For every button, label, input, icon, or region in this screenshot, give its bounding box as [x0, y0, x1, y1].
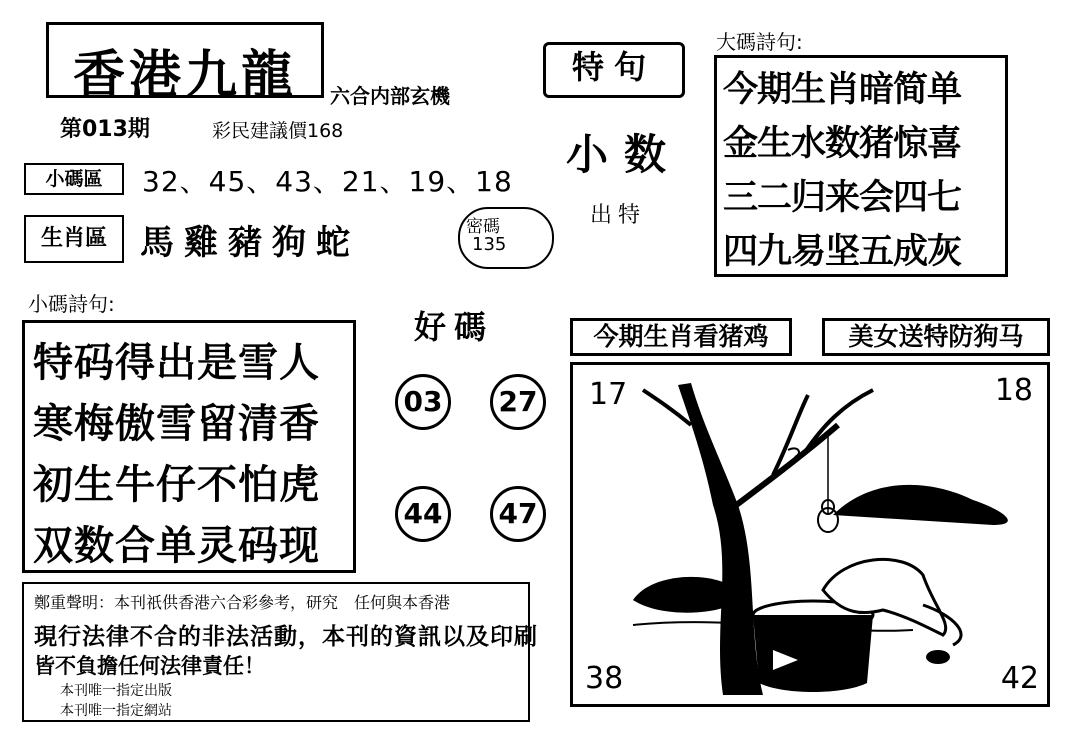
- big-poem-line: 三二归来会四七: [723, 178, 962, 218]
- corner-number: 42: [1000, 661, 1039, 696]
- big-poem-box: [714, 55, 1008, 277]
- notice-line: 本刊唯一指定出版: [60, 683, 172, 699]
- small-poem-line: 寒梅傲雪留清香: [33, 401, 320, 447]
- special-label: 特句: [543, 42, 685, 98]
- title-box: [46, 22, 324, 106]
- price-advice: 彩民建議價168: [212, 120, 344, 142]
- big-poem-line: 四九易坚五成灰: [723, 232, 962, 272]
- legal-notice: [22, 582, 538, 722]
- small-poem-box: [22, 320, 356, 573]
- picture-caption-right: 美女送特防狗马: [822, 318, 1050, 356]
- small-numbers-label: 小碼區: [24, 163, 124, 195]
- special-note: 出特: [590, 203, 647, 228]
- corner-number: 18: [994, 373, 1033, 408]
- small-poem-line: 双数合单灵码现: [33, 523, 320, 569]
- notice-line: 現行法律不合的非法活動，本刊的資訊以及印刷: [34, 624, 538, 650]
- page-title: 香港九龍: [72, 46, 297, 106]
- small-poem-line: 初生牛仔不怕虎: [33, 462, 320, 508]
- big-poem-title: 大碼詩句:: [716, 30, 803, 54]
- zodiac-label: 生肖區: [24, 215, 124, 263]
- small-poem-line: 特码得出是雪人: [33, 340, 320, 386]
- issue-number: 第013期: [60, 117, 150, 142]
- subtitle: 六合内部玄機: [330, 84, 450, 108]
- good-number-circle: 44: [395, 486, 451, 542]
- big-poem-line: 金生水数猪惊喜: [723, 124, 962, 164]
- tree-and-animal-illustration: [573, 365, 1047, 704]
- notice-line: 皆不負擔任何法律責任！: [34, 654, 265, 678]
- picture-caption-left: 今期生肖看猪鸡: [570, 318, 792, 356]
- good-numbers-title: 好碼: [414, 308, 495, 346]
- good-number-circle: 47: [490, 486, 546, 542]
- secret-code-title: 密碼: [466, 217, 500, 237]
- secret-code-value: 135: [472, 234, 507, 255]
- small-poem-title: 小碼詩句:: [28, 292, 115, 316]
- notice-line: 鄭重聲明：本刊祇供香港六合彩參考，研究 任何與本香港: [34, 593, 451, 612]
- big-poem-line: 今期生肖暗简单: [723, 70, 962, 110]
- good-number-circle: 27: [490, 374, 546, 430]
- corner-number: 17: [589, 377, 628, 412]
- small-numbers-values: 32、45、43、21、19、18: [142, 165, 513, 198]
- corner-number: 38: [585, 661, 624, 696]
- good-number-circle: 03: [395, 374, 451, 430]
- zodiac-values: 馬雞豬狗蛇: [140, 223, 360, 263]
- special-main: 小数: [566, 130, 683, 179]
- notice-line: 本刊唯一指定網站: [60, 703, 172, 719]
- illustration: [570, 362, 1050, 707]
